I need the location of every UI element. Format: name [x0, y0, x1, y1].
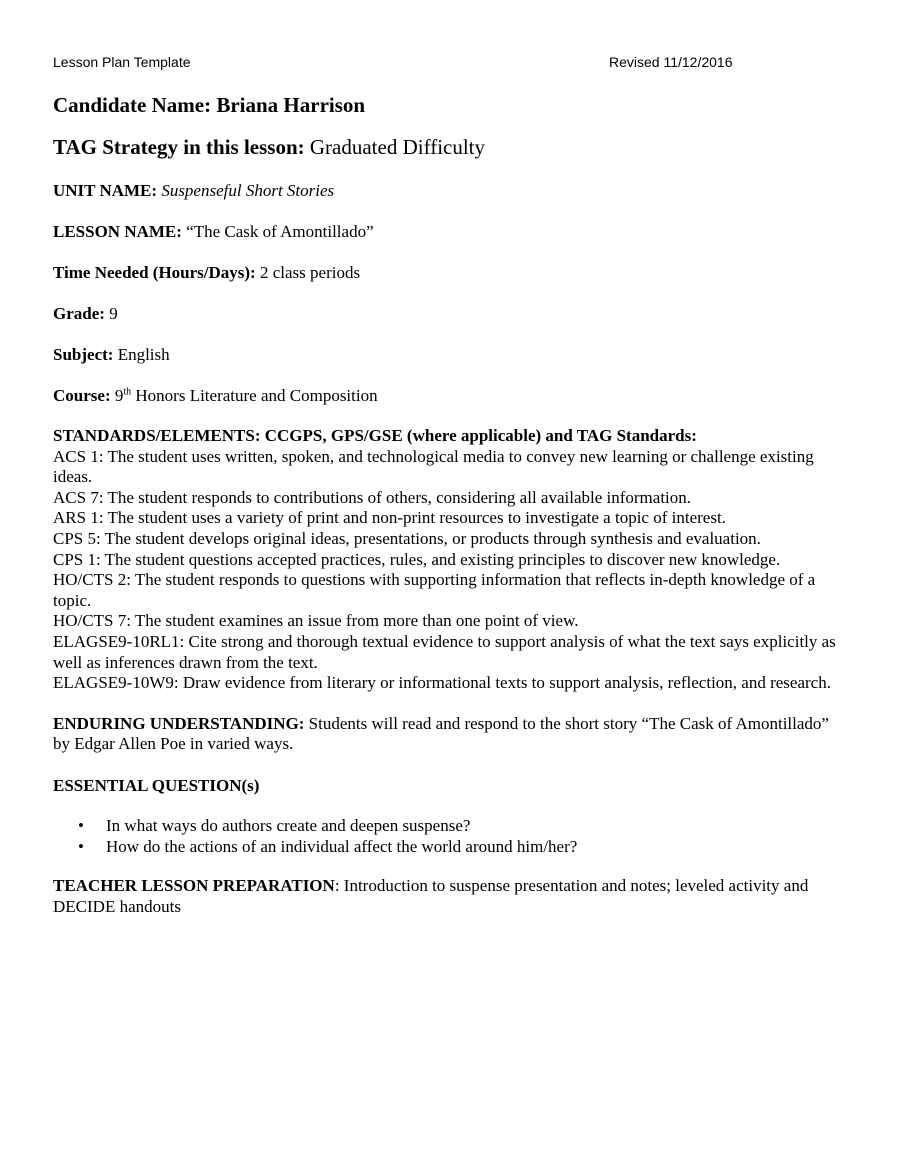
essential-questions-heading [53, 775, 843, 796]
standard-item: HO/CTS 2: The student responds to questions with supporting information that reflects in-depth knowledge of a topic. [53, 570, 816, 610]
enduring-understanding-value: Students will read and respond to the short story “The Cask of Amontillado” by Edgar Allen Poe in varied ways. [53, 713, 829, 754]
candidate-name-label: Candidate Name: [53, 93, 212, 117]
grade-line [53, 303, 843, 324]
course-value-superscript: th [123, 386, 132, 398]
subject-label: Subject: [53, 345, 114, 364]
course-label: Course: [53, 386, 111, 405]
essential-question-item: • In what ways do authors create and deepen suspense? [106, 815, 843, 836]
subject-value: English [117, 345, 170, 364]
course-value-rest: Honors Literature and Composition [135, 386, 378, 405]
teacher-preparation-label: TEACHER LESSON PREPARATION [53, 875, 335, 895]
header-template-title: Lesson Plan Template [53, 54, 191, 70]
course-line [53, 385, 843, 406]
enduring-understanding-label: ENDURING UNDERSTANDING: [53, 713, 305, 733]
standard-item: ARS 1: The student uses a variety of print and non-print resources to investigate a topic of interest. [53, 508, 726, 528]
unit-name-line [53, 180, 843, 201]
enduring-understanding [53, 714, 843, 755]
standard-item: ELAGSE9-10RL1: Cite strong and thorough textual evidence to support analysis of what the text says explicitly as well as inferences drawn from the text. [53, 631, 836, 672]
tag-strategy-line [53, 134, 843, 160]
time-needed-value: 2 class periods [259, 263, 361, 282]
standards-list [53, 447, 843, 694]
essential-questions-list [53, 815, 843, 857]
essential-questions-label: ESSENTIAL QUESTION(s) [53, 775, 260, 795]
standard-item: ELAGSE9-10W9: Draw evidence from literary or informational texts to support analysis, reflection, and research. [53, 673, 831, 693]
standard-item: ACS 1: The student uses written, spoken, and technological media to convey new learning or challenge existing ideas. [53, 446, 814, 487]
standard-item: HO/CTS 7: The student examines an issue from more than one point of view. [53, 611, 579, 631]
grade-value: 9 [109, 304, 118, 323]
lesson-plan-content [53, 92, 843, 937]
lesson-name-value: “The Cask of Amontillado” [186, 222, 374, 241]
tag-strategy-label: TAG Strategy in this lesson: [53, 135, 305, 159]
header-revised-date: Revised 11/12/2016 [609, 54, 733, 70]
standard-item: CPS 1: The student questions accepted practices, rules, and existing principles to discover new knowledge. [53, 549, 781, 569]
candidate-name-line [53, 92, 843, 118]
teacher-preparation-value: : Introduction to suspense presentation and notes; leveled activity and DECIDE handouts [53, 875, 809, 916]
subject-line [53, 344, 843, 365]
standard-item: ACS 7: The student responds to contributions of others, considering all available information. [53, 487, 692, 507]
unit-name-label: UNIT NAME: [53, 181, 158, 200]
essential-question-item: • How do the actions of an individual affect the world around him/her? [106, 836, 843, 857]
teacher-preparation [53, 876, 843, 917]
grade-label: Grade: [53, 304, 105, 323]
course-value-prefix: 9 [114, 386, 124, 405]
candidate-name-value: Briana Harrison [216, 93, 366, 117]
tag-strategy-value: Graduated Difficulty [309, 135, 486, 159]
standards-heading: STANDARDS/ELEMENTS: CCGPS, GPS/GSE (where applicable) and TAG Standards: [53, 426, 697, 445]
time-needed-line [53, 262, 843, 283]
time-needed-label: Time Needed (Hours/Days): [53, 263, 256, 282]
lesson-name-label: LESSON NAME: [53, 222, 182, 241]
lesson-name-line [53, 221, 843, 242]
unit-name-value: Suspenseful Short Stories [161, 181, 335, 200]
standard-item: CPS 5: The student develops original ideas, presentations, or products through synthesis and evaluation. [53, 528, 761, 548]
